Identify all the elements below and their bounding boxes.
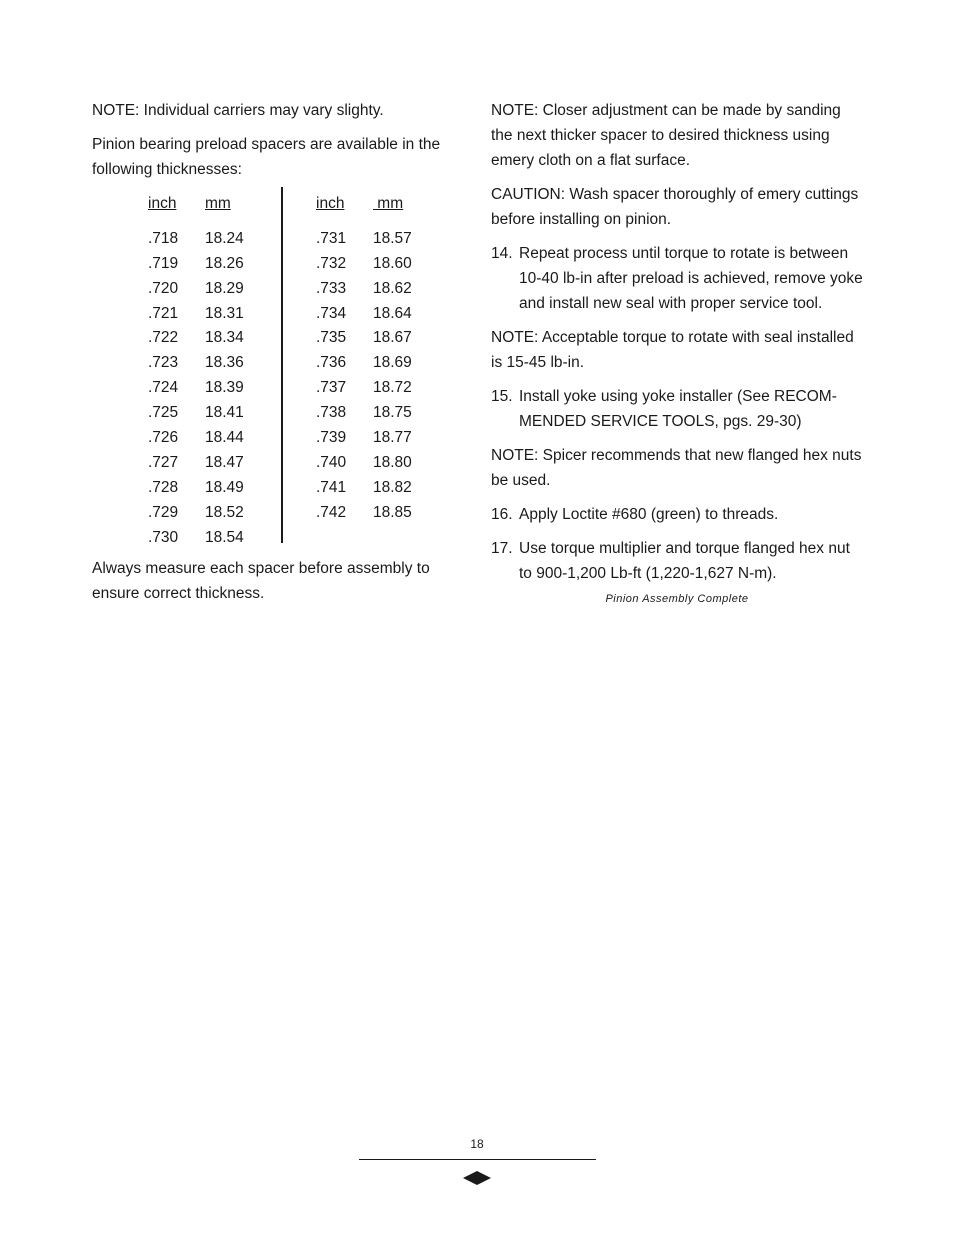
inch-value: .739 bbox=[316, 429, 347, 447]
mm-value: 18.72 bbox=[373, 379, 412, 397]
mm-value: 18.85 bbox=[373, 503, 412, 521]
table-row bbox=[316, 301, 412, 326]
mm-value: 18.82 bbox=[373, 478, 412, 496]
table-row bbox=[148, 325, 244, 350]
inch-value: .725 bbox=[148, 404, 179, 422]
right-column bbox=[491, 98, 863, 607]
step-number: 14. bbox=[491, 245, 513, 262]
mm-value: 18.57 bbox=[373, 229, 412, 247]
inch-value: .730 bbox=[148, 528, 179, 546]
inch-value: .733 bbox=[316, 279, 347, 297]
mm-value: 18.60 bbox=[373, 254, 412, 272]
step-text: Repeat process until torque to rotate is between 10-40 lb-in after preload is achieved, remove yoke and install new seal with proper service tool. bbox=[519, 245, 863, 312]
header-inch: inch bbox=[148, 195, 177, 212]
inch-value: .726 bbox=[148, 429, 179, 447]
mm-value: 18.24 bbox=[205, 229, 244, 247]
mm-value: 18.75 bbox=[373, 404, 412, 422]
carrier-note: NOTE: Individual carriers may vary slighty. bbox=[92, 102, 384, 119]
table-row bbox=[316, 251, 412, 276]
table-row bbox=[316, 475, 412, 500]
mm-value: 18.69 bbox=[373, 354, 412, 372]
table-row bbox=[148, 475, 244, 500]
mm-value: 18.49 bbox=[205, 478, 244, 496]
table-column-right bbox=[316, 191, 412, 525]
step-14 bbox=[491, 241, 863, 316]
table-row bbox=[148, 525, 244, 550]
inch-value: .732 bbox=[316, 254, 347, 272]
table-row bbox=[316, 400, 412, 425]
table-row bbox=[316, 226, 412, 251]
mm-value: 18.26 bbox=[205, 254, 244, 272]
table-header bbox=[316, 191, 412, 216]
inch-value: .721 bbox=[148, 304, 179, 322]
step-number: 15. bbox=[491, 388, 513, 405]
mm-value: 18.62 bbox=[373, 279, 412, 297]
inch-value: .731 bbox=[316, 229, 347, 247]
step-text: Use torque multiplier and torque flanged hex nut to 900-1,200 Lb-ft (1,220-1,627 N-m). bbox=[519, 540, 850, 582]
table-row bbox=[148, 226, 244, 251]
footer-rule bbox=[359, 1159, 596, 1160]
table-row bbox=[316, 350, 412, 375]
inch-value: .719 bbox=[148, 254, 179, 272]
table-column-left bbox=[148, 191, 244, 549]
inch-value: .734 bbox=[316, 304, 347, 322]
inch-value: .729 bbox=[148, 503, 179, 521]
table-row bbox=[316, 325, 412, 350]
mm-value: 18.29 bbox=[205, 279, 244, 297]
inch-value: .718 bbox=[148, 229, 179, 247]
mm-value: 18.41 bbox=[205, 404, 244, 422]
mm-value: 18.52 bbox=[205, 503, 244, 521]
inch-value: .737 bbox=[316, 379, 347, 397]
caution-note: CAUTION: Wash spacer thoroughly of emery cuttings before installing on pinion. bbox=[491, 186, 859, 228]
spacer-thickness-table bbox=[92, 191, 462, 547]
left-column bbox=[92, 98, 462, 615]
inch-value: .723 bbox=[148, 354, 179, 372]
step-number: 17. bbox=[491, 540, 513, 557]
inch-value: .735 bbox=[316, 329, 347, 347]
step-text: Install yoke using yoke installer (See RECOM-MENDED SERVICE TOOLS, pgs. 29-30) bbox=[519, 388, 837, 430]
table-row bbox=[148, 276, 244, 301]
header-mm: mm bbox=[373, 195, 404, 212]
table-row bbox=[316, 425, 412, 450]
inch-value: .728 bbox=[148, 478, 179, 496]
inch-value: .720 bbox=[148, 279, 179, 297]
sanding-note: NOTE: Closer adjustment can be made by sanding the next thicker spacer to desired thickness using emery cloth on a flat surface. bbox=[491, 102, 841, 169]
table-row bbox=[316, 500, 412, 525]
table-row bbox=[148, 375, 244, 400]
table-header bbox=[148, 191, 244, 216]
hex-nut-note: NOTE: Spicer recommends that new flanged hex nuts be used. bbox=[491, 447, 862, 489]
table-row bbox=[148, 400, 244, 425]
mm-value: 18.80 bbox=[373, 453, 412, 471]
table-row bbox=[148, 350, 244, 375]
table-row bbox=[316, 450, 412, 475]
mm-value: 18.34 bbox=[205, 329, 244, 347]
header-inch: inch bbox=[316, 195, 345, 212]
table-row bbox=[316, 276, 412, 301]
table-row bbox=[316, 375, 412, 400]
page-number: 18 bbox=[470, 1137, 484, 1151]
table-row bbox=[148, 425, 244, 450]
inch-value: .727 bbox=[148, 453, 179, 471]
inch-value: .742 bbox=[316, 503, 347, 521]
step-15 bbox=[491, 384, 863, 434]
inch-value: .724 bbox=[148, 379, 179, 397]
table-row bbox=[148, 450, 244, 475]
inch-value: .738 bbox=[316, 404, 347, 422]
inch-value: .736 bbox=[316, 354, 347, 372]
mm-value: 18.39 bbox=[205, 379, 244, 397]
step-text: Apply Loctite #680 (green) to threads. bbox=[519, 506, 779, 523]
section-caption: Pinion Assembly Complete bbox=[605, 593, 749, 605]
mm-value: 18.47 bbox=[205, 453, 244, 471]
inch-value: .722 bbox=[148, 329, 179, 347]
measure-reminder: Always measure each spacer before assembly to ensure correct thickness. bbox=[92, 560, 430, 602]
step-17 bbox=[491, 536, 863, 586]
step-number: 16. bbox=[491, 506, 513, 523]
mm-value: 18.77 bbox=[373, 429, 412, 447]
table-row bbox=[148, 251, 244, 276]
mm-value: 18.64 bbox=[373, 304, 412, 322]
diamond-icon bbox=[463, 1170, 491, 1186]
table-row bbox=[148, 500, 244, 525]
mm-value: 18.44 bbox=[205, 429, 244, 447]
table-row bbox=[148, 301, 244, 326]
inch-value: .740 bbox=[316, 453, 347, 471]
step-16 bbox=[491, 502, 863, 527]
spacer-intro: Pinion bearing preload spacers are available in the following thicknesses: bbox=[92, 136, 441, 178]
mm-value: 18.54 bbox=[205, 528, 244, 546]
table-divider bbox=[281, 187, 283, 543]
torque-note: NOTE: Acceptable torque to rotate with seal installed is 15-45 lb-in. bbox=[491, 329, 854, 371]
mm-value: 18.36 bbox=[205, 354, 244, 372]
header-mm: mm bbox=[205, 195, 231, 212]
mm-value: 18.67 bbox=[373, 329, 412, 347]
mm-value: 18.31 bbox=[205, 304, 244, 322]
inch-value: .741 bbox=[316, 478, 347, 496]
